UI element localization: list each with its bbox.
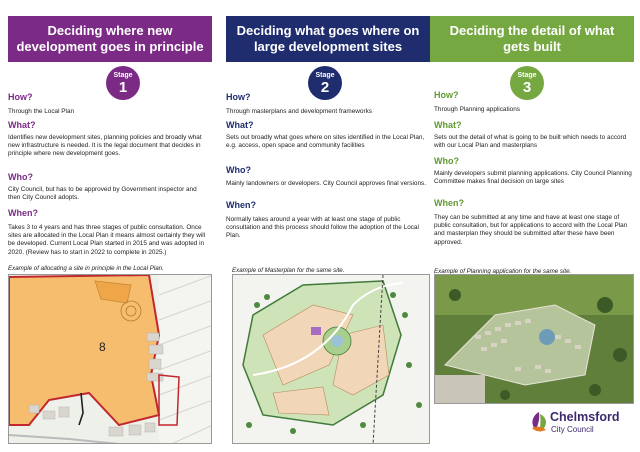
who-text: Mainly landowners or developers. City Council approves final versions. [226, 180, 426, 187]
who-text: City Council, but has to be approved by Government inspector and then City Council adopts. [8, 186, 197, 202]
logo-subtitle: City Council [551, 425, 594, 434]
map-caption: Example of Planning application for the same site. [434, 268, 572, 275]
stage-1-column [8, 0, 212, 452]
stage-number: 1 [118, 79, 128, 96]
what-text: Sets out the detail of what is going to be built which needs to accord with our Local Plan and masterplans [434, 134, 627, 150]
stage-1-badge [106, 66, 140, 100]
what-heading: What? [8, 120, 36, 130]
how-text: Through Planning applications [434, 106, 520, 113]
how-heading: How? [8, 92, 33, 102]
how-text: Through masterplans and development frameworks [226, 108, 372, 115]
chelmsford-logo [528, 408, 634, 444]
planning-application-map [434, 274, 634, 404]
what-heading: What? [226, 120, 254, 130]
stage-label: Stage [517, 72, 537, 79]
site-number-label: 8 [99, 340, 106, 354]
stage-2-title: Deciding what goes where on large development sites [226, 16, 430, 62]
when-heading: When? [226, 200, 256, 210]
logo-leaf-icon [528, 410, 550, 434]
stage-2-badge [308, 66, 342, 100]
stage-3-column [430, 0, 634, 452]
map-caption: Example of allocating a site in principle in the Local Plan. [8, 265, 164, 272]
how-text: Through the Local Plan [8, 108, 75, 115]
what-heading: What? [434, 120, 462, 130]
stage-label: Stage [113, 72, 133, 79]
when-text: Normally takes around a year with at least one stage of public consultation and this process should follow the adoption of the Local Plan. [226, 216, 419, 240]
what-text: Sets out broadly what goes where on sites identified in the Local Plan, e.g. access, open space and community facilities [226, 134, 425, 150]
who-heading: Who? [226, 165, 251, 175]
stage-label: Stage [315, 72, 335, 79]
logo-name: Chelmsford [550, 410, 620, 424]
when-heading: When? [434, 198, 464, 208]
who-heading: Who? [8, 172, 33, 182]
when-text: They can be submitted at any time and have at least one stage of public consultation, but for applications to accord with the Local Plan and masterplan they should be submitted after these have been approved. [434, 214, 628, 246]
who-heading: Who? [434, 156, 459, 166]
when-heading: When? [8, 208, 38, 218]
masterplan-map [232, 274, 430, 444]
stage-number: 3 [522, 79, 532, 96]
who-text: Mainly developers submit planning applications. City Council Planning Committee makes final decision on large sites [434, 170, 632, 186]
stage-3-badge [510, 66, 544, 100]
stage-2-column [226, 0, 430, 452]
local-plan-map [8, 274, 212, 444]
how-heading: How? [226, 92, 251, 102]
stage-3-title: Deciding the detail of what gets built [430, 16, 634, 62]
map-caption: Example of Masterplan for the same site. [232, 267, 345, 274]
when-text: Takes 3 to 4 years and has three stages of public consultation. Once sites are allocated in the Local Plan it means almost certainly they will be developed. Current Local Plan started in 2015 and was adopted in 2020. (Review has to start in 2022 to complete in 2025.) [8, 224, 206, 256]
stage-1-title: Deciding where new development goes in principle [8, 16, 212, 62]
stage-number: 2 [320, 79, 330, 96]
what-text: Identifies new development sites, planning policies and broadly what new infrastructure is needed. It is the legal document that decides in principle where new development goes. [8, 134, 202, 158]
how-heading: How? [434, 90, 459, 100]
